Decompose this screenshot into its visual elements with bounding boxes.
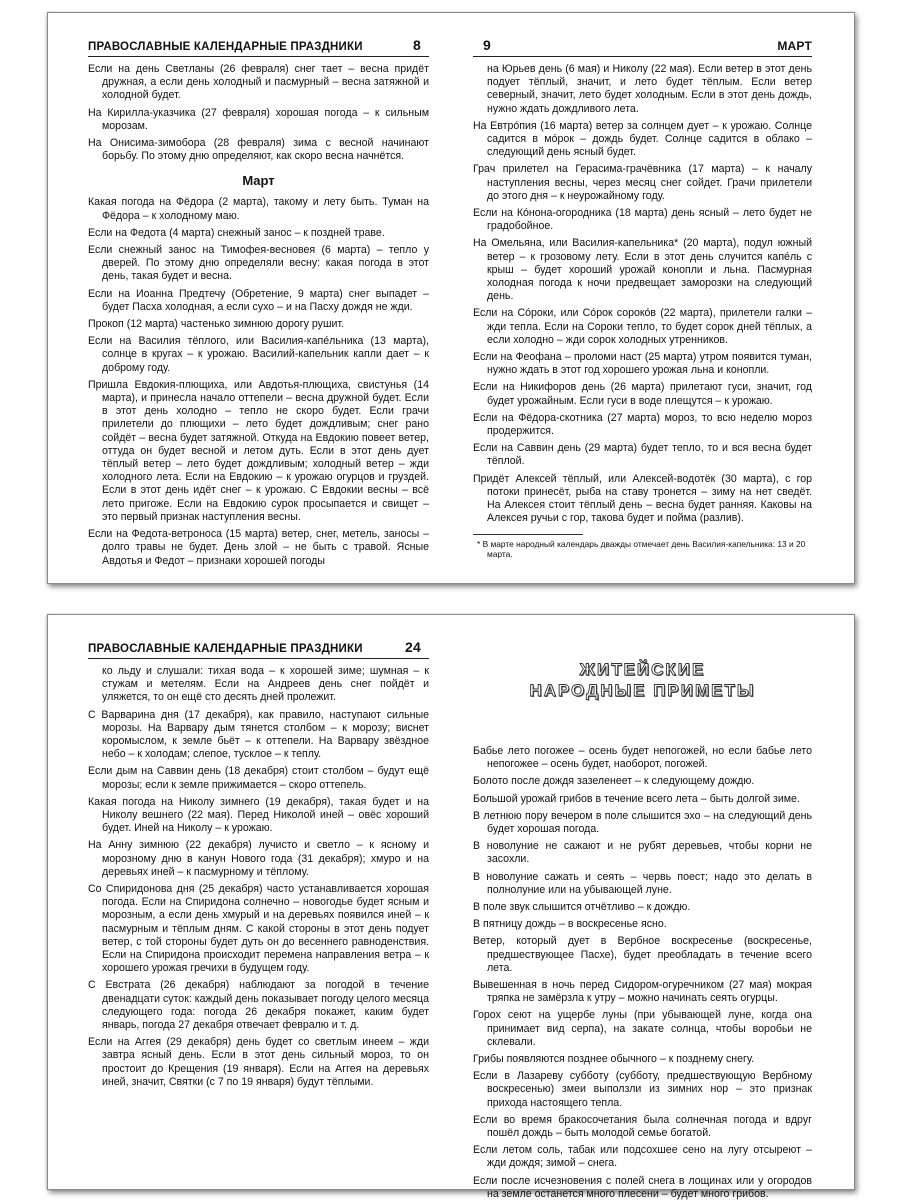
- running-head: [473, 37, 812, 57]
- paragraph: Большой урожай грибов в течение всего лета – быть долгой зиме.: [473, 792, 800, 805]
- paragraph: Если на Федота (4 марта) снежный занос – к поздней траве.: [88, 226, 385, 239]
- running-head-title: ПРАВОСЛАВНЫЕ КАЛЕНДАРНЫЕ ПРАЗДНИКИ: [88, 643, 363, 655]
- page-24: [48, 615, 451, 1189]
- running-head-title: ПРАВОСЛАВНЫЕ КАЛЕНДАРНЫЕ ПРАЗДНИКИ: [88, 41, 363, 53]
- footnote-divider: [473, 534, 583, 535]
- paragraph: В новолуние не сажают и не рубят деревьев, чтобы корни не засохли.: [473, 840, 812, 866]
- section-title: Март: [242, 173, 275, 189]
- chapter-title: [473, 659, 812, 701]
- chapter-title-line-2: НАРОДНЫЕ ПРИМЕТЫ: [529, 681, 756, 700]
- page-9: [451, 13, 854, 583]
- paragraph: Грибы появляются позднее обычного – к позднему снегу.: [473, 1053, 755, 1066]
- paragraph: Если на Иоанна Предтечу (Обретение, 9 марта) снег выпадет – будет Пасха холодная, а если сухо – и на Пасху дождя не жди.: [88, 287, 429, 313]
- paragraph-continuation: на Юрьев день (6 мая) и Николу (22 мая). Если ветер в этот день подует тёплый, значит, и лето будет тёплым. Если ветер северный, значит, лето будет холодным. Если в этот день дождь, нужно ждать дождливого лета.: [487, 63, 812, 115]
- footnote: * В марте народный календарь дважды отмечает день Василия-капельника: 13 и 20 марта.: [477, 538, 806, 559]
- paragraph: Если во время бракосочетания была солнечная погода и вдруг пошёл дождь – быть молодой семье богатой.: [473, 1113, 812, 1140]
- paragraph: Какая погода на Николу зимнего (19 декабря), такая будет и на Николу вешнего (22 мая). Перед Николой иней – овёс хороший будет. Иней на Николу – к урожаю.: [88, 795, 429, 835]
- paragraph: В пятницу дождь – в воскресенье ясно.: [473, 918, 667, 931]
- paragraph: Если на Сóроки, или Сóрок сорокóв (22 марта), прилетели галки – жди тепла. Если на Сороки тепло, то будет сорок дней тёплых, а если холодно – жди сорок холодных утренников.: [473, 307, 812, 346]
- paragraph-continuation: ко льду и слушали: тихая вода – к хорошей зиме; шумная – к стужам и метелям. Если на Андреев день снег пойдёт и уляжется, то он ещё сто десять дней пролежит.: [102, 665, 429, 704]
- paragraph: Если на Феофана – проломи наст (25 марта) утром появится туман, нужно ждать в этот год хорошего урожая льна и конопли.: [473, 351, 812, 377]
- book-spread-top: [47, 12, 855, 584]
- paragraph: Пришла Евдокия-плющиха, или Авдотья-плющиха, свистунья (14 марта), и принесла начало оттепели – весна дружной будет. Если в этот день холодно – тепло не скоро будет. Если грачи прилетели до плющихи – лето будет дождливым; снег рано сойдёт – весна будет затяжной. Откуда на Евдокию повеет ветер, оттуда он будет весной и летом дуть. Если в этот день дует тёплый ветер – лето будет дождливым; холодный ветер – жди холодного лета. Если на Евдокию – к урожаю огурцов и груздей. Если в этот день идёт снег – к урожаю. С Евдокии весны – всё лето пригоже. Если на Евдокию сурок просыпается и свищет – это первый признак наступления весны.: [88, 378, 429, 523]
- paragraph: Прокоп (12 марта) частенько зимнюю дорогу рушит.: [88, 318, 345, 331]
- paragraph: Какая погода на Фёдора (2 марта), такому и лету быть. Туман на Фёдора – к холодному маю.: [88, 196, 429, 222]
- paragraph: Если летом соль, табак или подсохшее сено на лугу отсыреют – жди дождя; зимой – снега.: [473, 1144, 812, 1170]
- book-spread-bottom: [47, 614, 855, 1200]
- paragraph: Если на Федота-ветроноса (15 марта) ветер, снег, метель, заносы – долго травы не будет. День злой – не быть с травой. Ясные Авдотья и Федот – признаки хорошей погоды: [88, 528, 429, 567]
- paragraph: Если в Лазареву субботу (субботу, предшествующую Вербному воскресенью) змеи выползли из зимних нор – это признак прихода настоящего тепла.: [473, 1070, 812, 1109]
- running-head-title: МАРТ: [777, 39, 812, 53]
- paragraph: Ветер, который дует в Вербное воскресенье (воскресенье, предшествующее Пасхе), будет преобладать в течение всего лета.: [473, 935, 812, 974]
- paragraph: Если снежный занос на Тимофея-весновея (6 марта) – тепло у дверей. По этому дню определяли весну: какая погода в этот день, такая будет и весна.: [88, 244, 429, 283]
- paragraph: Если на Саввин день (29 марта) будет тепло, то и вся весна будет тёплой.: [473, 442, 812, 468]
- paragraph: В новолуние сажать и сеять – червь поест; надо это делать в полнолуние или на убывающей луне.: [473, 870, 812, 896]
- paragraph: Если на Кóнона-огородника (18 марта) день ясный – лето будет не градобойное.: [473, 207, 812, 233]
- paragraph: Вывешенная в ночь перед Сидором-огуречником (27 мая) мокрая тряпка не замёрзла к утру – можно начинать сеять огурцы.: [473, 979, 812, 1005]
- paragraph: Грач прилетел на Герасима-грачёвника (17 марта) – к началу наступления весны, через месяц снег сойдет. Грачи прилетели до этого дня – к неурожайному году.: [473, 163, 812, 202]
- paragraph: На Омельяна, или Василия-капельника* (20 марта), подул южный ветер – к грозовому лету. Если в этот день случится капéль с крыш – будет хороший урожай конопли и льна. Пасмурная холодная погода к ночи предвещает заморозки на следующий день.: [473, 237, 812, 303]
- paragraph: Если на день Светланы (26 февраля) снег тает – весна придёт дружная, а если день холодный и пасмурный – весна затяжной и холодной будет.: [88, 63, 429, 102]
- paragraph: Если после исчезновения с полей снега в лощинах или у огородов на земле останется много плесени – будет много грибов.: [473, 1174, 812, 1200]
- paragraph: Если на Аггея (29 декабря) день будет со светлым инеем – жди завтра ясный день. Если в этот день сильный мороз, то он простоит до Крещения (19 января). Если на Аггея на деревьях иней, значит, Святки (с 7 по 19 января) будут тёплыми.: [88, 1036, 429, 1088]
- page-number: 9: [483, 37, 491, 53]
- paragraph: На Анну зимнюю (22 декабря) лучисто и светло – к ясному и морозному дню в канун Нового года (31 декабря); хмуро и на деревьях иней – к пасмурному и тёплому.: [88, 839, 429, 878]
- paragraph: В поле звук слышится отчётливо – к дождю.: [473, 901, 691, 914]
- paragraph: Если на Никифоров день (26 марта) прилетают гуси, значит, год будет урожайным. Если гуси в воде плещутся – к урожаю.: [473, 381, 812, 407]
- running-head: [88, 639, 429, 659]
- paragraph: С Варварина дня (17 декабря), как правило, наступают сильные морозы. На Варвару дым тянется столбом – к морозу; виснет коромыслом, к земле бьёт – к оттепели. На Варвару звёздное небо – к холодам; слепое, тусклое – к теплу.: [88, 708, 429, 761]
- page-number: 8: [413, 37, 421, 53]
- chapter-title-line-1: ЖИТЕЙСКИЕ: [579, 660, 706, 679]
- paragraph: Горох сеют на ущербе луны (при убывающей луне, когда она принимает вид серпа), на закате солнца, чтобы воробьи не склевали.: [473, 1009, 812, 1048]
- page-8: [48, 13, 451, 583]
- paragraph: Бабье лето погожее – осень будет непогожей, но если бабье лето непогожее – осень будет, наоборот, погожей.: [473, 745, 812, 771]
- paragraph: С Евстрата (26 декабря) наблюдают за погодой в течение двенадцати суток: каждый день показывает погоду целого месяца следующего года: погода 26 декабря покажет, каким будет январь, погода 27 декабря отвечает февралю и т. д.: [88, 979, 429, 1032]
- paragraph: На Онисима-зимобора (28 февраля) зима с весной начинают борьбу. По этому дню определяют, как скоро весна начнётся.: [88, 137, 429, 163]
- paragraph: Если дым на Саввин день (18 декабря) стоит столбом – будут ещё морозы; если к земле прижимается – скоро оттепель.: [88, 765, 429, 791]
- paragraph: В летнюю пору вечером в поле слышится эхо – на следующий день будет хорошая погода.: [473, 809, 812, 836]
- paragraph: На Евтрóпия (16 марта) ветер за солнцем дует – к урожаю. Солнце садится в мóрок – дождь будет. Солнце садится в облако – следующий день ясный будет.: [473, 119, 812, 159]
- paragraph: Болото после дождя зазеленеет – к следующему дождю.: [473, 775, 755, 788]
- running-head: [88, 37, 429, 57]
- paragraph: Если на Василия тёплого, или Василия-капéльника (13 марта), солнце в кругах – к урожаю. Василий-капельник капли дает – к доброму году.: [88, 335, 429, 374]
- paragraph: Со Спиридонова дня (25 декабря) часто устанавливается хорошая погода. Если на Спиридона солнечно – новогодье будет ясным и морозным, а если день хмурый и на деревьях появился иней – к пасмурным и тёплым дням. С какой стороны в этот день подует ветер, с той стороны будет дуть он до весеннего равноденствия. Если на Спиридона происходит перемена направления ветра – к хорошего урожая гречихи в будущем году.: [88, 883, 429, 975]
- page-number: 24: [405, 639, 421, 655]
- page-25: [451, 615, 854, 1200]
- paragraph: На Кирилла-указчика (27 февраля) хорошая погода – к сильным морозам.: [88, 106, 429, 132]
- paragraph: Если на Фёдора-скотника (27 марта) мороз, то всю неделю мороз продержится.: [473, 411, 812, 438]
- paragraph: Придёт Алексей тёплый, или Алексей-водотёк (30 марта), с гор потоки принесёт, рыба на ставу тронется – зиму на нет сведёт. На Алексея стоит тёплый день – весна будет ранняя. Каковы на Алексея ручьи с гор, такова будет и пойма (разлив).: [473, 472, 812, 525]
